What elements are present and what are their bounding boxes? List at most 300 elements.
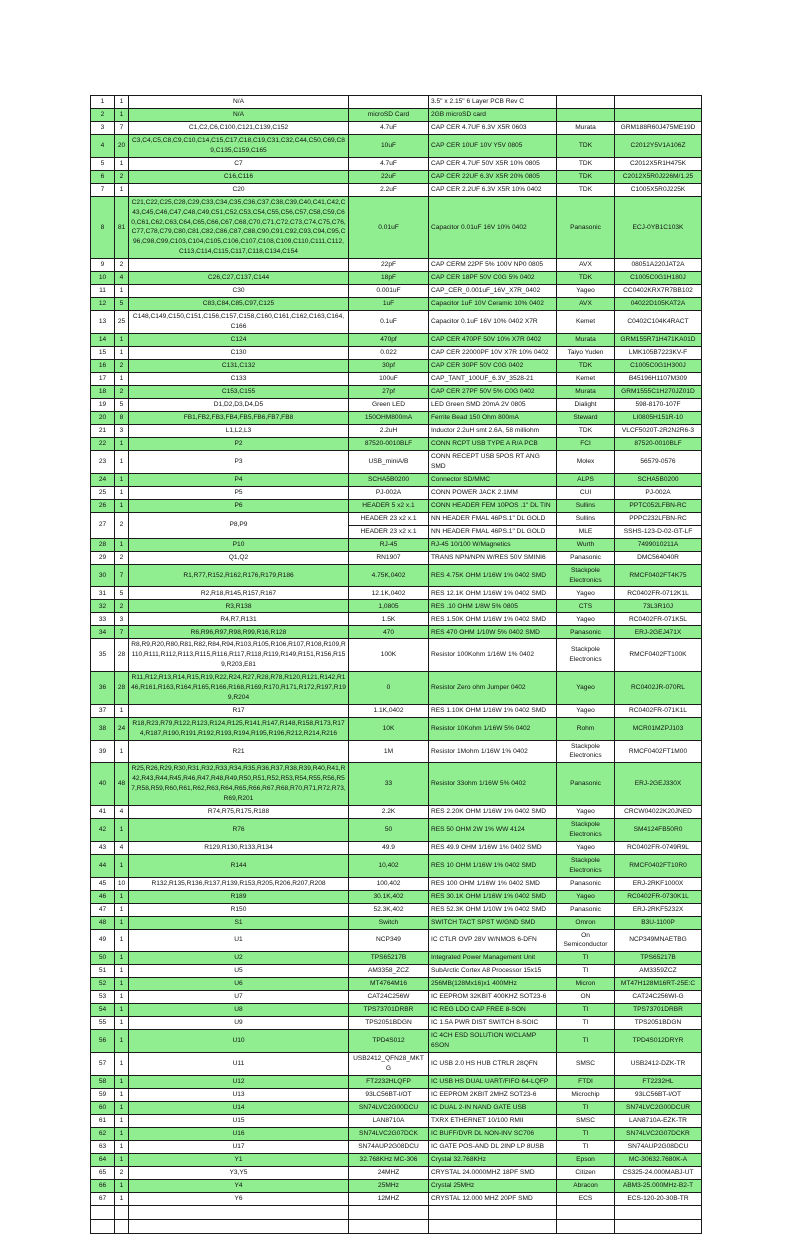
quantity-cell: 4 (115, 272, 129, 285)
description-cell: RES 4.75K OHM 1/16W 1% 0402 SMD (429, 564, 557, 587)
description-cell: Resistor 100Kohm 1/16W 1% 0402 (429, 639, 557, 672)
bom-table (90, 95, 702, 1234)
table-row (91, 952, 702, 965)
value-cell: 2.2K (349, 805, 429, 818)
description-cell: CAP CER 4.7UF 50V X5R 10% 0805 (429, 157, 557, 170)
item-number-cell: 46 (91, 890, 115, 903)
item-number-cell: 42 (91, 818, 115, 841)
designators-cell: R76 (129, 818, 349, 841)
manufacturer-cell: Murata (557, 385, 615, 398)
part-number-cell: LI0805H151R-10 (615, 411, 702, 424)
quantity-cell: 5 (115, 398, 129, 411)
description-cell: Integrated Power Management Unit (429, 952, 557, 965)
designators-cell (129, 259, 349, 272)
part-number-cell: SN74LVC2G00DCUR (615, 1101, 702, 1114)
value-cell: 10,402 (349, 854, 429, 877)
value-cell: SCHA5B0200 (349, 473, 429, 486)
part-number-cell: ECS-120-20-30B-TR (615, 1192, 702, 1205)
table-row (91, 1075, 702, 1088)
table-row (91, 1114, 702, 1127)
table-row (91, 929, 702, 952)
manufacturer-cell: ON (557, 991, 615, 1004)
designators-cell: R144 (129, 854, 349, 877)
quantity-cell: 1 (115, 473, 129, 486)
part-number-cell: CC0402KRX7R7BB102 (615, 285, 702, 298)
part-number-cell: SN74LVC2G07DCKR (615, 1127, 702, 1140)
item-number-cell: 31 (91, 587, 115, 600)
table-row (91, 298, 702, 311)
part-number-cell: RC0402FR-0712K1L (615, 587, 702, 600)
quantity-cell: 2 (115, 512, 129, 538)
table-row (91, 991, 702, 1004)
quantity-cell: 1 (115, 978, 129, 991)
description-cell: LED Green SMD 20mA 2V 0805 (429, 398, 557, 411)
description-cell: Capacitor 0.01uF 16V 10% 0402 (429, 196, 557, 258)
value-cell: 1.1K,0402 (349, 704, 429, 717)
part-number-cell: RMCF0402FT4K75 (615, 564, 702, 587)
description-cell: IC BUFF/DVR DL NON-INV SC706 (429, 1127, 557, 1140)
designators-cell: R17 (129, 704, 349, 717)
manufacturer-cell: FTDI (557, 1075, 615, 1088)
item-number-cell: 51 (91, 965, 115, 978)
designators-cell: U7 (129, 991, 349, 1004)
item-number-cell: 65 (91, 1166, 115, 1179)
value-cell: 4.7uF (349, 157, 429, 170)
part-number-cell: C0402C104K4RACT (615, 311, 702, 334)
description-cell: TXRX ETHERNET 10/100 RMII (429, 1114, 557, 1127)
value-cell: 25MHz (349, 1179, 429, 1192)
item-number-cell: 66 (91, 1179, 115, 1192)
table-row (91, 877, 702, 890)
value-cell: 30.1K,402 (349, 890, 429, 903)
quantity-cell: 1 (115, 903, 129, 916)
description-cell: SubArctic Cortex A8 Processor 15x15 (429, 965, 557, 978)
item-number-cell: 28 (91, 538, 115, 551)
manufacturer-cell (557, 109, 615, 122)
value-cell: 22pF (349, 259, 429, 272)
description-cell: NN HEADER FMAL 46PS.1" DL GOLD (429, 525, 557, 538)
part-number-cell: B45196H1107M309 (615, 372, 702, 385)
designators-cell: R21 (129, 740, 349, 763)
value-cell: 100uF (349, 372, 429, 385)
value-cell: AM3358_ZCZ (349, 965, 429, 978)
item-number-cell: 49 (91, 929, 115, 952)
value-cell: 1M (349, 740, 429, 763)
designators-cell: D1,D2,D3,D4,D5 (129, 398, 349, 411)
item-number-cell: 52 (91, 978, 115, 991)
item-number-cell: 41 (91, 805, 115, 818)
value-cell: 2.2uH (349, 424, 429, 437)
quantity-cell: 2 (115, 170, 129, 183)
designators-cell: U8 (129, 1004, 349, 1017)
value-cell: 2.2uF (349, 183, 429, 196)
quantity-cell: 2 (115, 600, 129, 613)
quantity-cell: 1 (115, 157, 129, 170)
quantity-cell: 1 (115, 499, 129, 512)
item-number-cell: 9 (91, 259, 115, 272)
designators-cell: Y6 (129, 1192, 349, 1205)
designators-cell: C83,C84,C85,C97,C125 (129, 298, 349, 311)
quantity-cell: 1 (115, 1088, 129, 1101)
quantity-cell: 4 (115, 805, 129, 818)
empty-cell (349, 1219, 429, 1233)
manufacturer-cell: TDK (557, 424, 615, 437)
item-number-cell: 8 (91, 196, 115, 258)
value-cell: PJ-002A (349, 486, 429, 499)
empty-cell (429, 1205, 557, 1219)
description-cell: Capacitor 1uF 10V Ceramic 10% 0402 (429, 298, 557, 311)
empty-cell (129, 1219, 349, 1233)
value-cell: 1uF (349, 298, 429, 311)
designators-cell: R150 (129, 903, 349, 916)
part-number-cell: GRM155R71H471KA01D (615, 333, 702, 346)
designators-cell: C133 (129, 372, 349, 385)
manufacturer-cell: Omron (557, 916, 615, 929)
item-number-cell: 43 (91, 841, 115, 854)
value-cell: 30pf (349, 359, 429, 372)
table-row (91, 1153, 702, 1166)
part-number-cell: LMK105B7223KV-F (615, 346, 702, 359)
manufacturer-cell: TDK (557, 157, 615, 170)
manufacturer-cell: AVX (557, 298, 615, 311)
value-cell: 33 (349, 763, 429, 806)
manufacturer-cell: Yageo (557, 285, 615, 298)
designators-cell: R25,R26,R29,R30,R31,R32,R33,R34,R35,R36,R37,R38,R39,R40,R41,R42,R43,R44,R45,R46,R47,R48,R49,R50,R51,R52,R53,R54,R55,R56,R57,R58,R59,R60,R61,R62,R63,R64,R65,R66,R67,R68,R70,R71,R72,R73,R69,R201 (129, 763, 349, 806)
manufacturer-cell: TI (557, 1030, 615, 1053)
table-row (91, 385, 702, 398)
part-number-cell: RC0402JR-070RL (615, 672, 702, 705)
quantity-cell: 5 (115, 587, 129, 600)
table-row (91, 450, 702, 473)
part-number-cell: C1005C0G1H180J (615, 272, 702, 285)
designators-cell: R18,R23,R79,R122,R123,R124,R125,R141,R147,R148,R158,R173,R174,R187,R190,R191,R192,R193,R194,R195,R196,R212,R214,R216 (129, 717, 349, 740)
item-number-cell: 17 (91, 372, 115, 385)
manufacturer-cell: Stackpole Electronics (557, 854, 615, 877)
manufacturer-cell: TI (557, 965, 615, 978)
table-row (91, 763, 702, 806)
value-cell: 0.01uF (349, 196, 429, 258)
item-number-cell: 53 (91, 991, 115, 1004)
value-cell: 52.3K,402 (349, 903, 429, 916)
part-number-cell: MCR01MZPJ103 (615, 717, 702, 740)
item-number-cell: 22 (91, 437, 115, 450)
quantity-cell: 28 (115, 672, 129, 705)
part-number-cell: TPS65217B (615, 952, 702, 965)
designators-cell: U1 (129, 929, 349, 952)
part-number-cell: PJ-002A (615, 486, 702, 499)
quantity-cell: 1 (115, 1053, 129, 1076)
table-row (91, 96, 702, 109)
quantity-cell: 48 (115, 763, 129, 806)
description-cell: RES 470 OHM 1/10W 5% 0402 SMD (429, 626, 557, 639)
manufacturer-cell: TDK (557, 170, 615, 183)
manufacturer-cell: TI (557, 1127, 615, 1140)
value-cell: CAT24C256W (349, 991, 429, 1004)
manufacturer-cell: Steward (557, 411, 615, 424)
table-row (91, 157, 702, 170)
value-cell: 0.1uF (349, 311, 429, 334)
item-number-cell: 64 (91, 1153, 115, 1166)
table-row (91, 1166, 702, 1179)
manufacturer-cell: SMSC (557, 1114, 615, 1127)
designators-cell: N/A (129, 96, 349, 109)
item-number-cell: 6 (91, 170, 115, 183)
part-number-cell: ERJ-2RKF1000X (615, 877, 702, 890)
quantity-cell: 1 (115, 183, 129, 196)
quantity-cell: 1 (115, 740, 129, 763)
designators-cell: R2,R18,R145,R157,R167 (129, 587, 349, 600)
designators-cell: R6,R96,R97,R98,R99,R16,R128 (129, 626, 349, 639)
value-cell: microSD Card (349, 109, 429, 122)
quantity-cell: 81 (115, 196, 129, 258)
bom-table-container (90, 95, 701, 1234)
item-number-cell: 19 (91, 398, 115, 411)
designators-cell: R1,R77,R152,R162,R176,R179,R186 (129, 564, 349, 587)
description-cell: IC USB 2.0 HS HUB CTRLR 28QFN (429, 1053, 557, 1076)
part-number-cell: NCP349MNAETBG (615, 929, 702, 952)
part-number-cell: 598-8170-107F (615, 398, 702, 411)
table-row (91, 499, 702, 512)
manufacturer-cell: Stackpole Electronics (557, 818, 615, 841)
value-cell: 22uF (349, 170, 429, 183)
quantity-cell: 3 (115, 424, 129, 437)
manufacturer-cell: Rohm (557, 717, 615, 740)
table-row (91, 740, 702, 763)
item-number-cell: 36 (91, 672, 115, 705)
manufacturer-cell: ECS (557, 1192, 615, 1205)
quantity-cell: 7 (115, 626, 129, 639)
part-number-cell: AM3359ZCZ (615, 965, 702, 978)
designators-cell: Y1 (129, 1153, 349, 1166)
empty-cell (615, 1205, 702, 1219)
part-number-cell (615, 109, 702, 122)
manufacturer-cell: CTS (557, 600, 615, 613)
manufacturer-cell: Wurth (557, 538, 615, 551)
quantity-cell: 1 (115, 890, 129, 903)
manufacturer-cell (557, 96, 615, 109)
item-number-cell: 12 (91, 298, 115, 311)
manufacturer-cell: FCI (557, 437, 615, 450)
part-number-cell: RMCF0402FT1M00 (615, 740, 702, 763)
table-row (91, 359, 702, 372)
part-number-cell: CAT24C256WI-G (615, 991, 702, 1004)
designators-cell: C124 (129, 333, 349, 346)
empty-cell (91, 1205, 115, 1219)
description-cell: RES 1.50K OHM 1/16W 1% 0402 SMD (429, 613, 557, 626)
value-cell: 0 (349, 672, 429, 705)
quantity-cell: 1 (115, 333, 129, 346)
table-row (91, 398, 702, 411)
value-cell: 24MHZ (349, 1166, 429, 1179)
value-cell: 87520-0010BLF (349, 437, 429, 450)
designators-cell: U2 (129, 952, 349, 965)
description-cell: 3.5" x 2.15" 6 Layer PCB Rev C (429, 96, 557, 109)
manufacturer-cell: TI (557, 952, 615, 965)
quantity-cell: 7 (115, 122, 129, 135)
designators-cell: P10 (129, 538, 349, 551)
description-cell: Resistor 10Kohm 1/16W 5% 0402 (429, 717, 557, 740)
value-cell: 10K (349, 717, 429, 740)
manufacturer-cell: SMSC (557, 1053, 615, 1076)
part-number-cell: GRM1555C1H270JZ01D (615, 385, 702, 398)
item-number-cell: 10 (91, 272, 115, 285)
part-number-cell: RMCF0402FT10R0 (615, 854, 702, 877)
description-cell: CAP CER 22UF 6.3V X5R 20% 0805 (429, 170, 557, 183)
quantity-cell: 1 (115, 486, 129, 499)
manufacturer-cell: TI (557, 1101, 615, 1114)
designators-cell: Y3,Y5 (129, 1166, 349, 1179)
manufacturer-cell: Stackpole Electronics (557, 639, 615, 672)
description-cell: Resistor 33ohm 1/16W 5% 0402 (429, 763, 557, 806)
description-cell: RES 52.3K OHM 1/10W 1% 0402 SMD (429, 903, 557, 916)
value-cell: TPS65217B (349, 952, 429, 965)
description-cell: CAP_TANT_100UF_6.3V_3528-21 (429, 372, 557, 385)
designators-cell: R74,R75,R175,R188 (129, 805, 349, 818)
manufacturer-cell: Yageo (557, 841, 615, 854)
description-cell: Resistor Zero ohm Jumper 0402 (429, 672, 557, 705)
quantity-cell: 1 (115, 818, 129, 841)
item-number-cell: 59 (91, 1088, 115, 1101)
part-number-cell: GRM188R60J475ME19D (615, 122, 702, 135)
designators-cell: C20 (129, 183, 349, 196)
description-cell: CONN POWER JACK 2.1MM (429, 486, 557, 499)
description-cell: RES .10 OHM 1/8W 5% 0805 (429, 600, 557, 613)
designators-cell: Y4 (129, 1179, 349, 1192)
value-cell: 0.001uF (349, 285, 429, 298)
part-number-cell: TPD4S012DRYR (615, 1030, 702, 1053)
description-cell: CAP CER 30PF 50V C0G 0402 (429, 359, 557, 372)
description-cell: CAP CERM 22PF 5% 100V NP0 0805 (429, 259, 557, 272)
part-number-cell: USB2412-DZK-TR (615, 1053, 702, 1076)
table-row (91, 841, 702, 854)
table-row (91, 486, 702, 499)
description-cell: RES 10 OHM 1/16W 1% 0402 SMD (429, 854, 557, 877)
manufacturer-cell: CUI (557, 486, 615, 499)
value-cell: USB_miniA/B (349, 450, 429, 473)
quantity-cell: 1 (115, 991, 129, 1004)
manufacturer-cell: TDK (557, 135, 615, 158)
value-cell: 32.768KHz MC-306 (349, 1153, 429, 1166)
manufacturer-cell: Yageo (557, 890, 615, 903)
designators-cell: FB1,FB2,FB3,FB4,FB5,FB6,FB7,FB8 (129, 411, 349, 424)
description-cell: Inductor 2.2uH smt 2.6A, 58 milliohm (429, 424, 557, 437)
table-row (91, 672, 702, 705)
designators-cell: P6 (129, 499, 349, 512)
value-cell: HEADER 23 x2 x.1 (349, 512, 429, 525)
table-row (91, 1140, 702, 1153)
description-cell: TRANS NPN/NPN W/RES 50V SMINI6 (429, 551, 557, 564)
value-cell: 0.022 (349, 346, 429, 359)
value-cell: LAN8710A (349, 1114, 429, 1127)
table-row (91, 1004, 702, 1017)
description-cell: CAP CER 27PF 50V 5% C0G 0402 (429, 385, 557, 398)
designators-cell: U10 (129, 1030, 349, 1053)
table-row (91, 564, 702, 587)
quantity-cell: 1 (115, 1101, 129, 1114)
description-cell: IC USB HS DUAL UART/FIFO 64-LQFP (429, 1075, 557, 1088)
manufacturer-cell: Microchip (557, 1088, 615, 1101)
description-cell: Ferrite Bead 150 Ohm 800mA (429, 411, 557, 424)
quantity-cell: 10 (115, 877, 129, 890)
quantity-cell: 1 (115, 704, 129, 717)
value-cell: TPS73701DRBR (349, 1004, 429, 1017)
item-number-cell: 45 (91, 877, 115, 890)
item-number-cell: 50 (91, 952, 115, 965)
designators-cell: C153,C155 (129, 385, 349, 398)
quantity-cell: 1 (115, 450, 129, 473)
quantity-cell: 7 (115, 564, 129, 587)
description-cell: IC EEPROM 32KBIT 400KHZ SOT23-6 (429, 991, 557, 1004)
table-row (91, 346, 702, 359)
quantity-cell: 2 (115, 259, 129, 272)
part-number-cell: RC0402FR-071K1L (615, 704, 702, 717)
value-cell (349, 96, 429, 109)
item-number-cell: 33 (91, 613, 115, 626)
manufacturer-cell: AVX (557, 259, 615, 272)
table-row (91, 639, 702, 672)
quantity-cell: 5 (115, 298, 129, 311)
manufacturer-cell: Stackpole Electronics (557, 564, 615, 587)
table-row (91, 512, 702, 525)
manufacturer-cell: ALPS (557, 473, 615, 486)
table-row (91, 1179, 702, 1192)
value-cell: 100,402 (349, 877, 429, 890)
part-number-cell: 08051A220JAT2A (615, 259, 702, 272)
empty-cell (429, 1219, 557, 1233)
quantity-cell: 1 (115, 437, 129, 450)
table-row (91, 704, 702, 717)
description-cell: CONN HEADER FEM 10POS .1" DL TIN (429, 499, 557, 512)
designators-cell: R132,R135,R136,R137,R139,R153,R205,R206,R207,R208 (129, 877, 349, 890)
item-number-cell: 40 (91, 763, 115, 806)
manufacturer-cell: Yageo (557, 672, 615, 705)
table-row (91, 196, 702, 258)
value-cell: SN74LVC2G00DCU (349, 1101, 429, 1114)
manufacturer-cell: Abracon (557, 1179, 615, 1192)
table-row (91, 1127, 702, 1140)
manufacturer-cell: Stackpole Electronics (557, 740, 615, 763)
table-row (91, 1017, 702, 1030)
part-number-cell: 73L3R10J (615, 600, 702, 613)
value-cell: 470 (349, 626, 429, 639)
part-number-cell: SCHA5B0200 (615, 473, 702, 486)
manufacturer-cell: Sullins (557, 512, 615, 525)
description-cell: NN HEADER FMAL 46PS.1" DL GOLD (429, 512, 557, 525)
quantity-cell: 1 (115, 285, 129, 298)
value-cell: HEADER 5 x2 x.1 (349, 499, 429, 512)
empty-cell (115, 1219, 129, 1233)
item-number-cell: 14 (91, 333, 115, 346)
quantity-cell: 2 (115, 359, 129, 372)
description-cell: Crystal 25MHz (429, 1179, 557, 1192)
item-number-cell: 58 (91, 1075, 115, 1088)
table-row (91, 259, 702, 272)
quantity-cell: 1 (115, 1192, 129, 1205)
manufacturer-cell: Panasonic (557, 877, 615, 890)
table-row (91, 903, 702, 916)
description-cell: RES 30.1K OHM 1/16W 1% 0402 SMD (429, 890, 557, 903)
item-number-cell: 63 (91, 1140, 115, 1153)
value-cell: 50 (349, 818, 429, 841)
description-cell: IC GATE POS-AND DL 2INP LP 8USB (429, 1140, 557, 1153)
manufacturer-cell: Yageo (557, 805, 615, 818)
table-row (91, 613, 702, 626)
item-number-cell: 7 (91, 183, 115, 196)
quantity-cell: 25 (115, 311, 129, 334)
item-number-cell: 67 (91, 1192, 115, 1205)
designators-cell: U9 (129, 1017, 349, 1030)
description-cell: CAP CER 2.2UF 6.3V X5R 10% 0402 (429, 183, 557, 196)
